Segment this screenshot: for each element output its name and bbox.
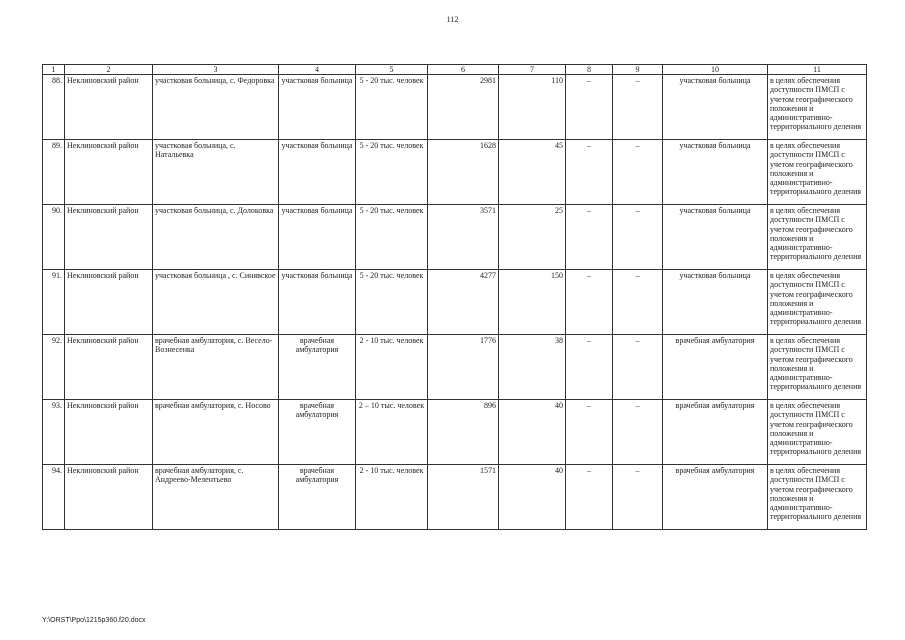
row-number: 93. xyxy=(43,400,65,465)
col8-cell: – xyxy=(566,465,613,530)
col8-cell: – xyxy=(566,335,613,400)
col9-cell: – xyxy=(613,270,663,335)
population-cell: 5 - 20 тыс. человек xyxy=(356,270,428,335)
row-number: 94. xyxy=(43,465,65,530)
planned-type-cell: участковая больница xyxy=(663,270,768,335)
row-number: 90. xyxy=(43,205,65,270)
column-header-6: 6 xyxy=(428,65,499,75)
planned-type-cell: врачебная амбулатория xyxy=(663,465,768,530)
col6-cell: 3571 xyxy=(428,205,499,270)
population-cell: 5 - 20 тыс. человек xyxy=(356,75,428,140)
reason-cell: в целях обеспечения доступности ПМСП с учетом географического положения и административно-территориального деления xyxy=(768,400,867,465)
facility-type-cell: врачебная амбулатория xyxy=(279,400,356,465)
page-number: 112 xyxy=(446,15,459,24)
planned-type-cell: врачебная амбулатория xyxy=(663,335,768,400)
district-cell: Неклиновский район xyxy=(65,335,153,400)
district-cell: Неклиновский район xyxy=(65,400,153,465)
district-cell: Неклиновский район xyxy=(65,140,153,205)
planned-type-cell: врачебная амбулатория xyxy=(663,400,768,465)
document-path-footer: Y:\ORST\Ppo\1215p360.f20.docx xyxy=(42,617,146,624)
facility-cell: участковая больница , с. Синявское xyxy=(153,270,279,335)
col7-cell: 45 xyxy=(499,140,566,205)
population-cell: 2 - 10 тыс. человек xyxy=(356,465,428,530)
population-cell: 5 - 20 тыс. человек xyxy=(356,205,428,270)
reason-cell: в целях обеспечения доступности ПМСП с учетом географического положения и административно-территориального деления xyxy=(768,465,867,530)
facility-type-cell: врачебная амбулатория xyxy=(279,465,356,530)
facility-cell: участковая больница, с. Долоковка xyxy=(153,205,279,270)
facility-type-cell: участковая больница xyxy=(279,205,356,270)
col8-cell: – xyxy=(566,75,613,140)
facility-cell: врачебная амбулатория, с. Андреево-Мелентьево xyxy=(153,465,279,530)
row-number: 89. xyxy=(43,140,65,205)
column-header-5: 5 xyxy=(356,65,428,75)
column-header-2: 2 xyxy=(65,65,153,75)
column-header-8: 8 xyxy=(566,65,613,75)
facility-cell: участковая больница, с. Федоровка xyxy=(153,75,279,140)
col8-cell: – xyxy=(566,205,613,270)
reason-cell: в целях обеспечения доступности ПМСП с учетом географического положения и административно-территориального деления xyxy=(768,140,867,205)
district-cell: Неклиновский район xyxy=(65,75,153,140)
col7-cell: 25 xyxy=(499,205,566,270)
col9-cell: – xyxy=(613,140,663,205)
column-header-3: 3 xyxy=(153,65,279,75)
column-header-1: 1 xyxy=(43,65,65,75)
reason-cell: в целях обеспечения доступности ПМСП с учетом географического положения и административно-территориального деления xyxy=(768,335,867,400)
reason-cell: в целях обеспечения доступности ПМСП с учетом географического положения и административно-территориального деления xyxy=(768,270,867,335)
reason-cell: в целях обеспечения доступности ПМСП с учетом географического положения и административно-территориального деления xyxy=(768,75,867,140)
col8-cell: – xyxy=(566,400,613,465)
col7-cell: 38 xyxy=(499,335,566,400)
col8-cell: – xyxy=(566,270,613,335)
col7-cell: 150 xyxy=(499,270,566,335)
planned-type-cell: участковая больница xyxy=(663,205,768,270)
col7-cell: 110 xyxy=(499,75,566,140)
column-header-9: 9 xyxy=(613,65,663,75)
table-row xyxy=(43,140,867,205)
col9-cell: – xyxy=(613,465,663,530)
col6-cell: 2981 xyxy=(428,75,499,140)
col6-cell: 1628 xyxy=(428,140,499,205)
facility-cell: врачебная амбулатория, с. Весело-Вознесенка xyxy=(153,335,279,400)
facility-type-cell: врачебная амбулатория xyxy=(279,335,356,400)
row-number: 92. xyxy=(43,335,65,400)
population-cell: 2 – 10 тыс. человек xyxy=(356,400,428,465)
col6-cell: 1776 xyxy=(428,335,499,400)
table-row xyxy=(43,400,867,465)
table-body xyxy=(43,75,867,530)
facilities-table xyxy=(42,64,867,530)
col6-cell: 1571 xyxy=(428,465,499,530)
row-number: 91. xyxy=(43,270,65,335)
facility-type-cell: участковая больница xyxy=(279,270,356,335)
facility-cell: участковая больница, с. Натальевка xyxy=(153,140,279,205)
table-row xyxy=(43,75,867,140)
district-cell: Неклиновский район xyxy=(65,205,153,270)
column-header-11: 11 xyxy=(768,65,867,75)
col6-cell: 4277 xyxy=(428,270,499,335)
column-header-row xyxy=(43,65,867,75)
column-header-10: 10 xyxy=(663,65,768,75)
col9-cell: – xyxy=(613,335,663,400)
col7-cell: 40 xyxy=(499,465,566,530)
col9-cell: – xyxy=(613,400,663,465)
col6-cell: 896 xyxy=(428,400,499,465)
table-row xyxy=(43,205,867,270)
column-header-4: 4 xyxy=(279,65,356,75)
facility-cell: врачебная амбулатория, с. Носово xyxy=(153,400,279,465)
table-row xyxy=(43,465,867,530)
planned-type-cell: участковая больница xyxy=(663,140,768,205)
planned-type-cell: участковая больница xyxy=(663,75,768,140)
population-cell: 5 - 20 тыс. человек xyxy=(356,140,428,205)
district-cell: Неклиновский район xyxy=(65,270,153,335)
col7-cell: 40 xyxy=(499,400,566,465)
col9-cell: – xyxy=(613,75,663,140)
district-cell: Неклиновский район xyxy=(65,465,153,530)
facility-type-cell: участковая больница xyxy=(279,140,356,205)
col9-cell: – xyxy=(613,205,663,270)
column-header-7: 7 xyxy=(499,65,566,75)
table-row xyxy=(43,335,867,400)
table-row xyxy=(43,270,867,335)
population-cell: 2 - 10 тыс. человек xyxy=(356,335,428,400)
facility-type-cell: участковая больница xyxy=(279,75,356,140)
row-number: 88. xyxy=(43,75,65,140)
reason-cell: в целях обеспечения доступности ПМСП с учетом географического положения и административно-территориального деления xyxy=(768,205,867,270)
col8-cell: – xyxy=(566,140,613,205)
